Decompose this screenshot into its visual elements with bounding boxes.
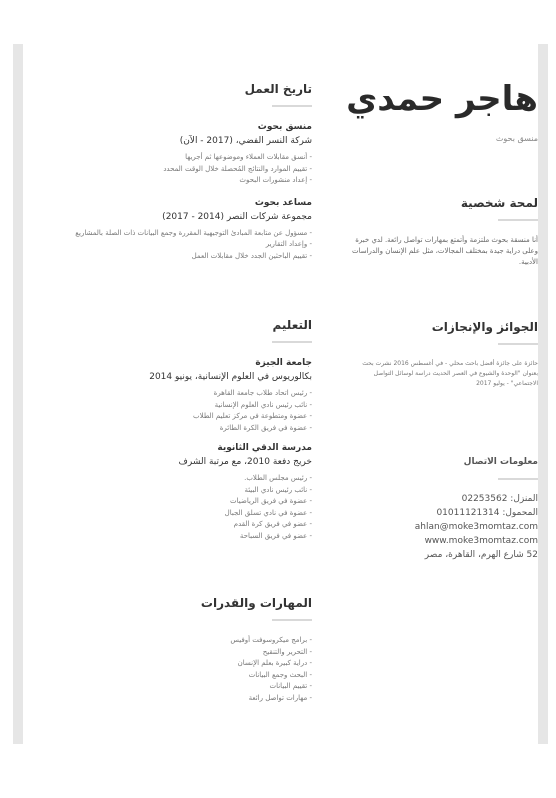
summary-heading: لمحة شخصية xyxy=(460,196,538,210)
job-entry xyxy=(20,121,312,187)
list-item: - التحرير والتنقيح xyxy=(20,647,312,659)
contact-email[interactable]: ahlan@moke3momtaz.com xyxy=(414,522,538,532)
contact-heading: معلومات الاتصال xyxy=(463,457,538,467)
section-divider xyxy=(498,478,538,480)
list-item: - عضو في فريق كرة القدم xyxy=(20,519,312,531)
summary-text: أنا منسقة بحوث ملتزمة وأتمتع بمهارات تواصل رائعة. لدي خبرة وعلى دراية جيدة بمختلف المجالات، مثل علم الإنسان والدراسات الأدبية. xyxy=(351,236,538,266)
list-item: - عضو في فريق السباحة xyxy=(20,531,312,543)
section-divider xyxy=(272,341,312,343)
school-name: مدرسة الدقي الثانوية xyxy=(217,443,312,453)
list-item: - رئيس مجلس الطلاب. xyxy=(20,473,312,485)
job-title: منسق بحوث xyxy=(495,134,538,143)
school-degree: بكالوريوس في العلوم الإنسانية، يونيو 2014 xyxy=(149,372,312,382)
list-item: - إعداد منشورات البحوث xyxy=(20,175,312,187)
profile-header xyxy=(346,79,538,143)
section-divider xyxy=(272,619,312,621)
job-company: شركة النسر الفضي، (2017 - الآن) xyxy=(179,136,312,146)
person-name: هاجر حمدي xyxy=(346,79,538,119)
awards-heading: الجوائز والإنجازات xyxy=(431,320,538,334)
list-item: - تقييم البيانات xyxy=(20,681,312,693)
contact-website[interactable]: www.moke3momtaz.com xyxy=(424,536,538,546)
list-item: - تقييم الموارد والنتائج المُحصلة خلال الوقت المحدد xyxy=(20,164,312,176)
list-item: - نائب رئيس نادي العلوم الإنسانية xyxy=(20,400,312,412)
education-heading: التعليم xyxy=(272,318,312,332)
work-heading: تاريخ العمل xyxy=(244,82,312,96)
list-item: - أنسق مقابلات العملاء وموضوعها ثم أجريها xyxy=(20,152,312,164)
contact-section xyxy=(350,455,538,562)
list-item: - رئيس اتحاد طلاب جامعة القاهرة xyxy=(20,388,312,400)
work-section xyxy=(20,82,312,262)
skills-list xyxy=(20,635,312,704)
list-item: - مهارات تواصل رائعة xyxy=(20,693,312,705)
job-title: منسق بحوث xyxy=(257,122,312,132)
job-duties xyxy=(20,152,312,187)
contact-address: 52 شارع الهرم، القاهرة، مصر xyxy=(424,550,538,560)
list-item: - عضوة ومتطوعة في مركز تعليم الطلاب xyxy=(20,411,312,423)
list-item: - وإعداد التقارير xyxy=(20,239,312,251)
summary-section xyxy=(350,196,538,268)
education-section xyxy=(20,318,312,542)
contact-mobile-phone: المحمول: 01011121314 xyxy=(436,508,538,518)
awards-text: حائزة على جائزة أفضل باحث محلي - في أغسطس 2016 نشرت بحث بعنوان "الوحدة والشيوع في العصر الحديث دراسة لوسائل التواصل الاجتماعي" - يوليو 2017 xyxy=(362,360,538,387)
job-title: مساعد بحوث xyxy=(254,197,312,208)
section-divider xyxy=(272,105,312,107)
list-item: - عضوة في فريق الرياضيات xyxy=(20,496,312,508)
skills-heading: المهارات والقدرات xyxy=(200,596,312,610)
school-degree: خريج دفعة 2010، مع مرتبة الشرف xyxy=(178,457,312,467)
job-company: مجموعة شركات النصر (2014 - 2017) xyxy=(162,211,312,222)
awards-section xyxy=(350,320,538,389)
contact-home-phone: المنزل: 02253562 xyxy=(461,494,538,504)
school-activities xyxy=(20,388,312,434)
list-item: - دراية كبيرة بعلم الإنسان xyxy=(20,658,312,670)
skills-section xyxy=(20,596,312,704)
list-item: - عضوة في نادي تسلق الجبال xyxy=(20,508,312,520)
list-item: - تقييم الباحثين الجدد خلال مقابلات العمل xyxy=(20,251,312,263)
education-entry xyxy=(20,442,312,542)
list-item: - نائب رئيس نادي البيئة xyxy=(20,485,312,497)
list-item: - عضوة في فريق الكرة الطائرة xyxy=(20,423,312,435)
education-entry xyxy=(20,357,312,434)
section-divider xyxy=(498,343,538,345)
list-item: - مسؤول عن متابعة المبادئ التوجيهية المقررة وجمع البيانات ذات الصلة بالمشاريع xyxy=(20,228,312,240)
school-activities xyxy=(20,473,312,542)
list-item: - البحث وجمع البيانات xyxy=(20,670,312,682)
section-divider xyxy=(498,219,538,221)
job-entry xyxy=(20,197,312,263)
school-name: جامعة الجيزة xyxy=(255,358,312,368)
list-item: - برامج ميكروسوفت أوفيس xyxy=(20,635,312,647)
right-margin-bar xyxy=(538,44,548,744)
resume-page xyxy=(23,44,538,744)
job-duties xyxy=(20,228,312,263)
